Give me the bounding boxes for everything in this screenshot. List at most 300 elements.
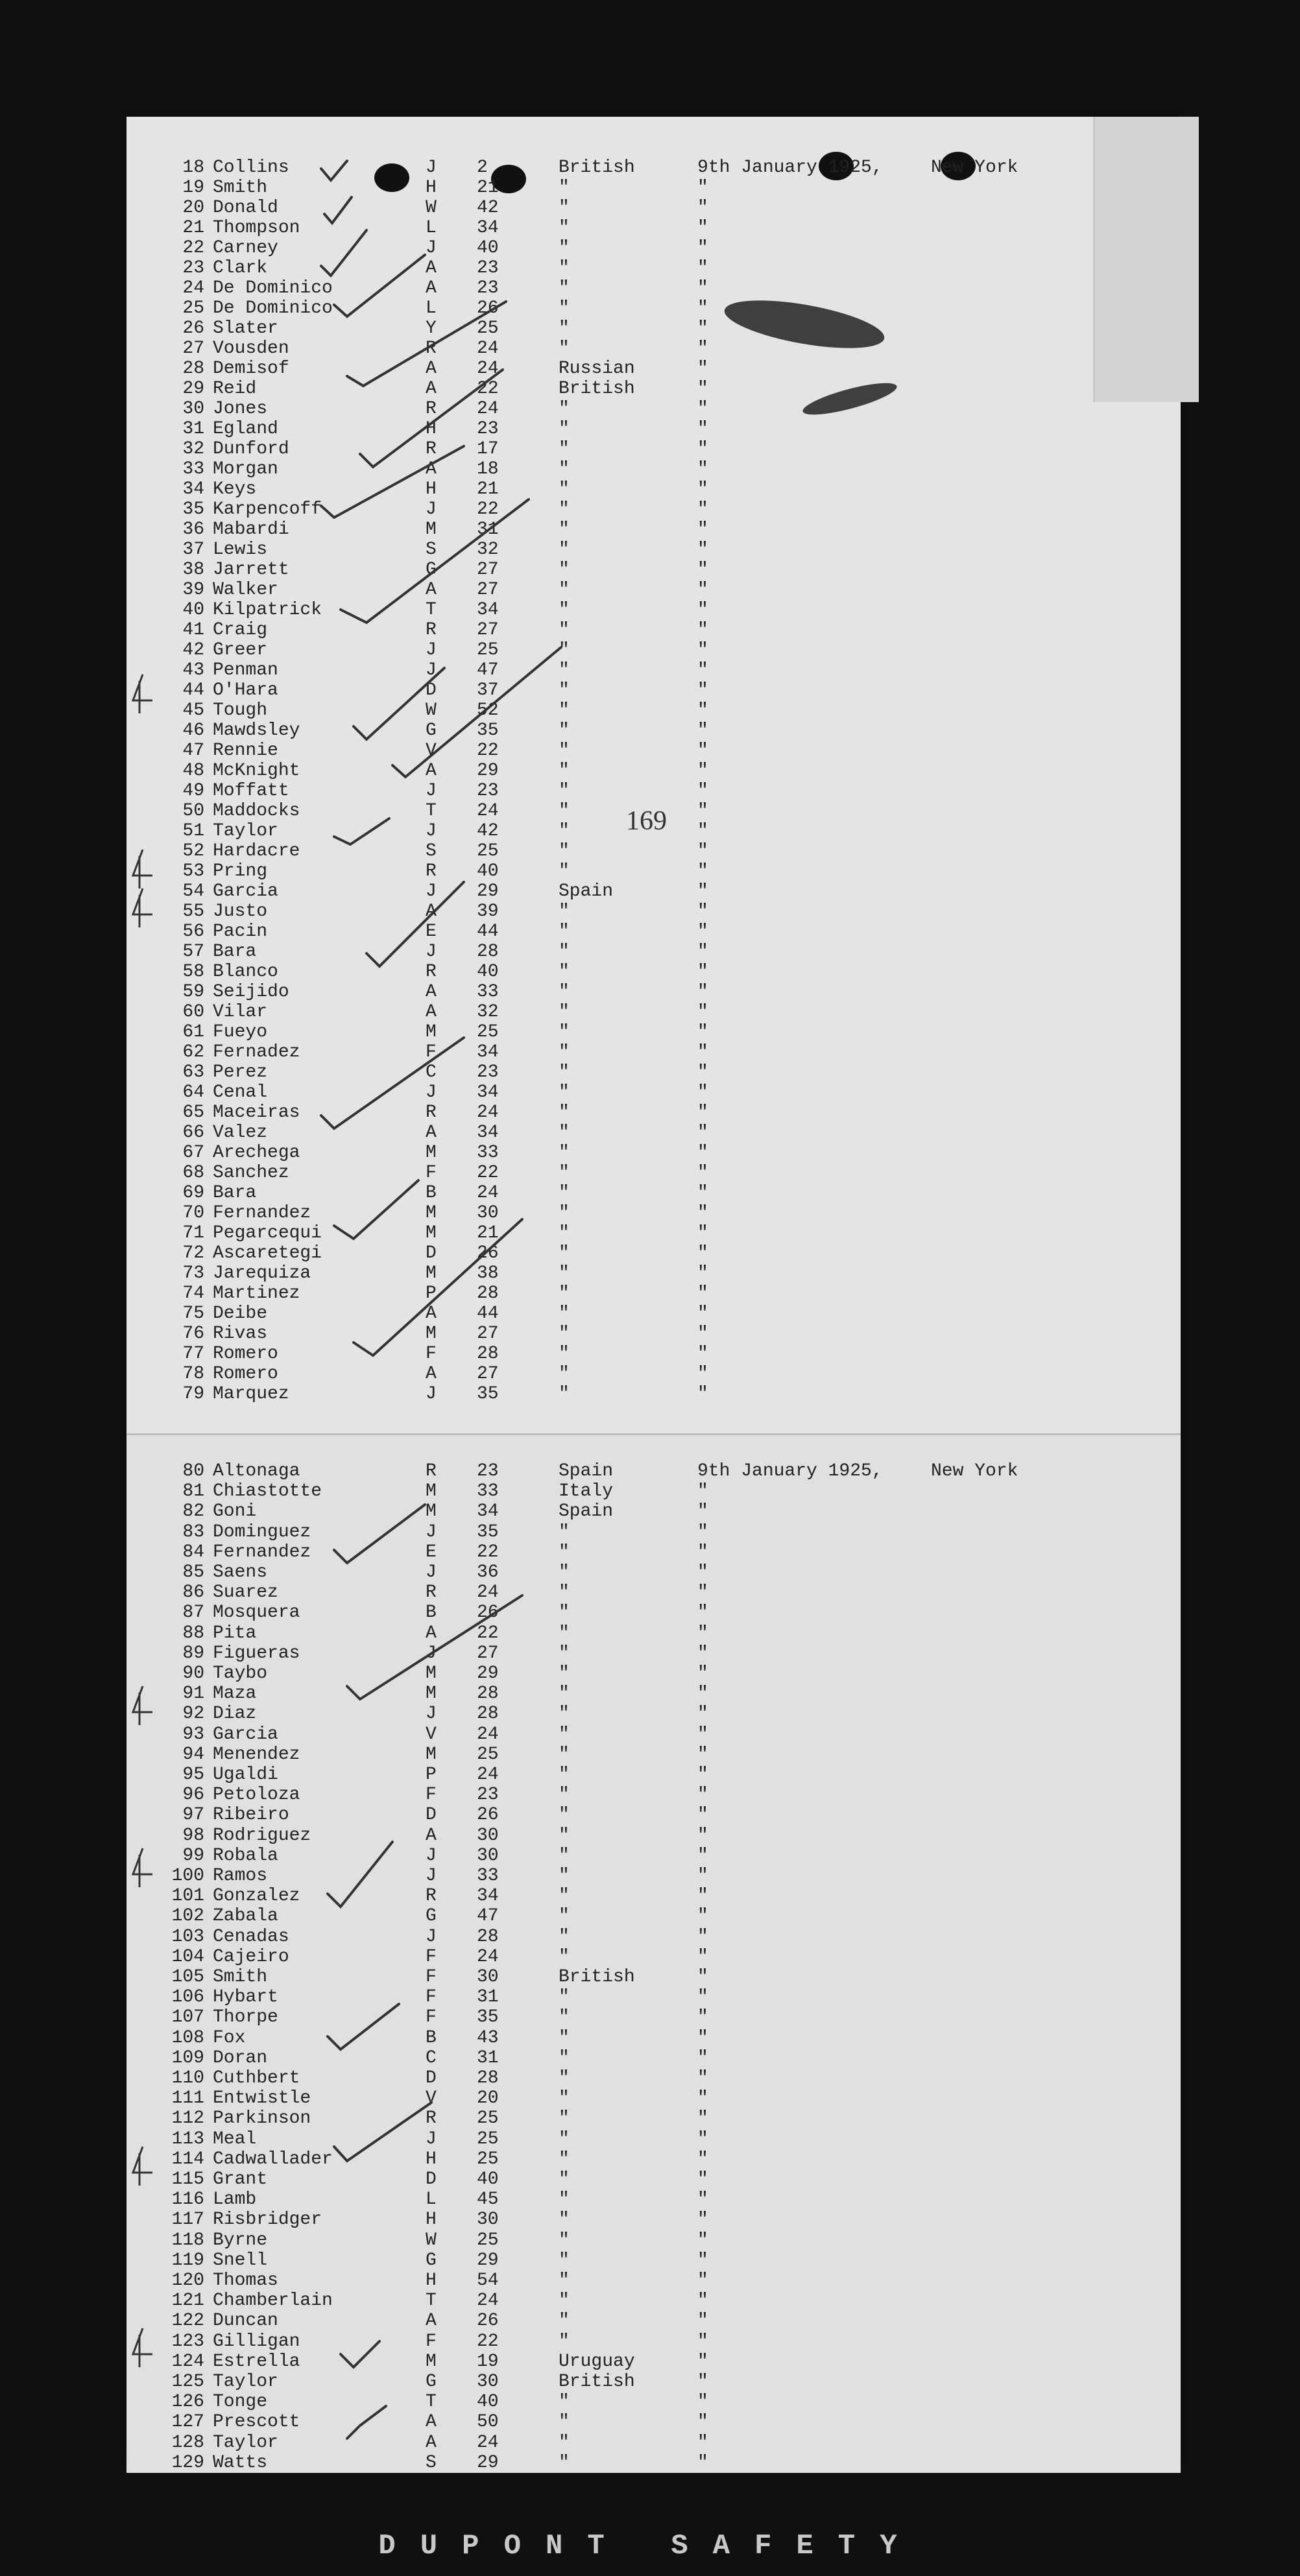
nationality: ": [559, 1562, 570, 1582]
film-edge-print: DUPONT SAFETY: [378, 2530, 922, 2562]
date: ": [697, 2169, 708, 2189]
age: 30: [477, 1845, 499, 1866]
row-number: 46: [182, 721, 204, 741]
nationality: ": [559, 660, 570, 680]
date: ": [697, 1062, 708, 1082]
nationality: ": [559, 278, 570, 298]
row-number: 101: [171, 1886, 204, 1907]
passenger-name: Taybo: [213, 1664, 268, 1684]
initial: J: [426, 881, 437, 901]
nationality: ": [559, 459, 570, 479]
age: 24: [477, 1103, 499, 1123]
nationality: ": [559, 2432, 570, 2453]
age: 29: [477, 1664, 499, 1684]
nationality: ": [559, 2169, 570, 2189]
date: ": [697, 982, 708, 1002]
date: ": [697, 2149, 708, 2169]
age: 21: [477, 479, 499, 499]
date: ": [697, 2271, 708, 2291]
row-number: 45: [182, 700, 204, 721]
tick-mark: [328, 2004, 399, 2049]
nationality: ": [559, 2311, 570, 2332]
passenger-name: Collins: [213, 158, 289, 178]
initial: A: [426, 2311, 437, 2332]
age: 24: [477, 801, 499, 821]
tick-mark: [321, 230, 367, 276]
passenger-name: Taylor: [213, 2372, 278, 2392]
date: ": [697, 1704, 708, 1724]
initial: J: [426, 1845, 437, 1866]
nationality: ": [559, 700, 570, 721]
age: 29: [477, 2250, 499, 2271]
date: ": [697, 379, 708, 399]
nationality: ": [559, 258, 570, 278]
nationality: ": [559, 1384, 570, 1404]
date: ": [697, 439, 708, 459]
nationality: ": [559, 1664, 570, 1684]
tick-mark: [354, 668, 444, 739]
passenger-name: Smith: [213, 178, 268, 198]
margin-mark-4: [133, 1848, 152, 1887]
tick-mark: [334, 1505, 425, 1563]
row-number: 66: [182, 1123, 204, 1143]
passenger-name: Dominguez: [213, 1521, 311, 1542]
date: ": [697, 1805, 708, 1826]
initial: R: [426, 339, 437, 359]
date: ": [697, 1324, 708, 1344]
row-number: 84: [182, 1542, 204, 1562]
passenger-name: Reid: [213, 379, 257, 399]
age: 24: [477, 1183, 499, 1203]
tick-mark: [347, 2406, 386, 2439]
initial: R: [426, 1103, 437, 1123]
row-number: 37: [182, 540, 204, 560]
age: 32: [477, 1002, 499, 1022]
passenger-name: Thompson: [213, 218, 300, 238]
passenger-name: De Dominico: [213, 298, 333, 318]
initial: L: [426, 298, 437, 318]
initial: B: [426, 2027, 437, 2048]
passenger-name: Vousden: [213, 339, 289, 359]
date: ": [697, 2432, 708, 2453]
date: ": [697, 2412, 708, 2433]
row-number: 62: [182, 1042, 204, 1062]
age: 34: [477, 1501, 499, 1522]
initial: A: [426, 982, 437, 1002]
passenger-name: Fernandez: [213, 1542, 311, 1562]
nationality: British: [559, 379, 635, 399]
nationality: ": [559, 298, 570, 318]
passenger-name: Bara: [213, 942, 257, 962]
passenger-name: Dunford: [213, 439, 289, 459]
initial: J: [426, 1926, 437, 1947]
date: ": [697, 459, 708, 479]
tick-mark: [334, 818, 389, 844]
row-number: 88: [182, 1623, 204, 1643]
nationality: ": [559, 1785, 570, 1806]
passenger-name: Fernandez: [213, 1203, 311, 1223]
passenger-name: Jones: [213, 399, 268, 419]
nationality: ": [559, 922, 570, 942]
nationality: ": [559, 580, 570, 600]
passenger-name: Arechega: [213, 1143, 300, 1163]
row-number: 54: [182, 881, 204, 901]
nationality: ": [559, 1223, 570, 1243]
nationality: ": [559, 2129, 570, 2149]
row-number: 108: [171, 2027, 204, 2048]
margin-mark-4: [133, 1686, 152, 1725]
passenger-name: Risbridger: [213, 2210, 322, 2230]
row-number: 115: [171, 2169, 204, 2189]
nationality: ": [559, 1623, 570, 1643]
date: ": [697, 2311, 708, 2332]
row-number: 90: [182, 1664, 204, 1684]
passenger-name: Valez: [213, 1123, 268, 1143]
margin-mark-4: [133, 2328, 152, 2367]
row-number: 55: [182, 901, 204, 922]
initial: T: [426, 2291, 437, 2311]
nationality: ": [559, 479, 570, 499]
age: 33: [477, 1481, 499, 1502]
initial: F: [426, 1785, 437, 1806]
row-number: 79: [182, 1384, 204, 1404]
age: 22: [477, 1542, 499, 1562]
passenger-name: Marquez: [213, 1384, 289, 1404]
date: ": [697, 1203, 708, 1223]
passenger-name: Jarrett: [213, 560, 289, 580]
initial: D: [426, 1243, 437, 1263]
initial: P: [426, 1283, 437, 1304]
nationality: ": [559, 821, 570, 841]
passenger-name: Pita: [213, 1623, 257, 1643]
tick-mark: [334, 255, 425, 316]
row-number: 75: [182, 1304, 204, 1324]
initial: R: [426, 1582, 437, 1603]
date: ": [697, 1623, 708, 1643]
nationality: ": [559, 1183, 570, 1203]
row-number: 49: [182, 781, 204, 801]
date: ": [697, 2392, 708, 2413]
date: ": [697, 761, 708, 781]
row-number: 114: [171, 2149, 204, 2169]
date: ": [697, 1542, 708, 1562]
date: ": [697, 721, 708, 741]
row-number: 48: [182, 761, 204, 781]
passenger-name: Garcia: [213, 881, 278, 901]
nationality: ": [559, 2230, 570, 2250]
row-number: 44: [182, 680, 204, 700]
passenger-name: Pring: [213, 861, 268, 881]
nationality: ": [559, 721, 570, 741]
passenger-name: De Dominico: [213, 278, 333, 298]
date: ": [697, 2068, 708, 2088]
date: ": [697, 1845, 708, 1866]
age: 28: [477, 1344, 499, 1364]
nationality: ": [559, 1542, 570, 1562]
nationality: ": [559, 1845, 570, 1866]
nationality: ": [559, 942, 570, 962]
date: ": [697, 620, 708, 640]
row-number: 29: [182, 379, 204, 399]
row-number: 32: [182, 439, 204, 459]
initial: A: [426, 2432, 437, 2453]
nationality: ": [559, 1744, 570, 1765]
date: ": [697, 680, 708, 700]
date: ": [697, 600, 708, 620]
age: 34: [477, 1042, 499, 1062]
age: 26: [477, 2311, 499, 2332]
nationality: ": [559, 1062, 570, 1082]
passenger-name: Snell: [213, 2250, 268, 2271]
passenger-name: Lewis: [213, 540, 268, 560]
nationality: ": [559, 640, 570, 660]
initial: A: [426, 580, 437, 600]
passenger-name: Smith: [213, 1967, 268, 1987]
date: ": [697, 540, 708, 560]
initial: A: [426, 1825, 437, 1846]
passenger-name: Tough: [213, 700, 268, 721]
passenger-name: Taylor: [213, 2432, 278, 2453]
date: ": [697, 2189, 708, 2210]
age: 25: [477, 640, 499, 660]
age: 35: [477, 2007, 499, 2028]
nationality: ": [559, 1521, 570, 1542]
passenger-name: Suarez: [213, 1582, 278, 1603]
initial: R: [426, 2108, 437, 2129]
initial: H: [426, 178, 437, 198]
passenger-name: Blanco: [213, 962, 278, 982]
date: ": [697, 1684, 708, 1704]
date: ": [697, 2230, 708, 2250]
initial: A: [426, 1364, 437, 1384]
initial: W: [426, 700, 437, 721]
passenger-name: Hardacre: [213, 841, 300, 861]
nationality: ": [559, 1103, 570, 1123]
row-number: 61: [182, 1022, 204, 1042]
age: 33: [477, 1143, 499, 1163]
passenger-name: Entwistle: [213, 2088, 311, 2109]
age: 34: [477, 1082, 499, 1103]
date: ": [697, 499, 708, 519]
passenger-name: Thomas: [213, 2271, 278, 2291]
date: ": [697, 1082, 708, 1103]
age: 24: [477, 1946, 499, 1967]
date: ": [697, 962, 708, 982]
row-number: 24: [182, 278, 204, 298]
passenger-name: Duncan: [213, 2311, 278, 2332]
date: ": [697, 1103, 708, 1123]
age: 23: [477, 1062, 499, 1082]
age: 40: [477, 2392, 499, 2413]
row-number: 64: [182, 1082, 204, 1103]
initial: A: [426, 359, 437, 379]
initial: R: [426, 1886, 437, 1907]
date: ": [697, 2210, 708, 2230]
date: ": [697, 1946, 708, 1967]
initial: R: [426, 962, 437, 982]
passenger-name: Gonzalez: [213, 1886, 300, 1907]
date: ": [697, 1521, 708, 1542]
row-number: 103: [171, 1926, 204, 1947]
passenger-name: Figueras: [213, 1643, 300, 1664]
passenger-name: Maddocks: [213, 801, 300, 821]
initial: L: [426, 2189, 437, 2210]
date: ": [697, 1724, 708, 1745]
passenger-name: Meal: [213, 2129, 257, 2149]
row-number: 72: [182, 1243, 204, 1263]
date: ": [697, 1143, 708, 1163]
tick-mark: [334, 1180, 418, 1239]
passenger-name: Greer: [213, 640, 268, 660]
date: ": [697, 359, 708, 379]
initial: M: [426, 1203, 437, 1223]
row-number: 97: [182, 1805, 204, 1826]
age: 28: [477, 1684, 499, 1704]
passenger-name: Egland: [213, 419, 278, 439]
passenger-name: Cadwallader: [213, 2149, 333, 2169]
date: ": [697, 2250, 708, 2271]
row-number: 110: [171, 2068, 204, 2088]
nationality: ": [559, 761, 570, 781]
initial: G: [426, 2250, 437, 2271]
date: ": [697, 258, 708, 278]
age: 28: [477, 942, 499, 962]
tick-mark: [360, 370, 503, 467]
row-number: 27: [182, 339, 204, 359]
date: ": [697, 2088, 708, 2109]
age: 44: [477, 1304, 499, 1324]
nationality: ": [559, 1022, 570, 1042]
nationality: Russian: [559, 359, 635, 379]
age: 31: [477, 519, 499, 540]
passenger-name: Taylor: [213, 821, 278, 841]
date: ": [697, 479, 708, 499]
date: ": [697, 1744, 708, 1765]
passenger-name: Cajeiro: [213, 1946, 289, 1967]
age: 40: [477, 2169, 499, 2189]
age: 24: [477, 339, 499, 359]
age: 2: [477, 158, 488, 178]
age: 33: [477, 1866, 499, 1886]
nationality: ": [559, 1163, 570, 1183]
nationality: ": [559, 1203, 570, 1223]
nationality: ": [559, 439, 570, 459]
passenger-name: Ramos: [213, 1866, 268, 1886]
initial: F: [426, 2331, 437, 2352]
date: ": [697, 1562, 708, 1582]
nationality: ": [559, 318, 570, 339]
nationality: ": [559, 962, 570, 982]
row-number: 28: [182, 359, 204, 379]
nationality: ": [559, 339, 570, 359]
passenger-name: Doran: [213, 2047, 268, 2068]
date: ": [697, 1042, 708, 1062]
initial: Y: [426, 318, 437, 339]
initial: A: [426, 258, 437, 278]
initial: G: [426, 721, 437, 741]
initial: C: [426, 1062, 437, 1082]
passenger-name: Romero: [213, 1344, 278, 1364]
row-number: 60: [182, 1002, 204, 1022]
passenger-name: Maceiras: [213, 1103, 300, 1123]
nationality: ": [559, 2047, 570, 2068]
age: 24: [477, 1724, 499, 1745]
passenger-name: Cenal: [213, 1082, 268, 1103]
age: 40: [477, 238, 499, 258]
row-number: 35: [182, 499, 204, 519]
age: 35: [477, 1521, 499, 1542]
row-number: 106: [171, 1987, 204, 2008]
age: 23: [477, 781, 499, 801]
passenger-name: Donald: [213, 198, 278, 218]
passenger-name: Byrne: [213, 2230, 268, 2250]
passenger-name: O'Hara: [213, 680, 278, 700]
age: 26: [477, 1603, 499, 1623]
age: 22: [477, 379, 499, 399]
passenger-name: Ascaretegi: [213, 1243, 322, 1263]
row-number: 105: [171, 1967, 204, 1987]
nationality: ": [559, 801, 570, 821]
row-number: 70: [182, 1203, 204, 1223]
age: 27: [477, 1643, 499, 1664]
nationality: ": [559, 841, 570, 861]
age: 21: [477, 1223, 499, 1243]
passenger-name: Penman: [213, 660, 278, 680]
nationality: ": [559, 519, 570, 540]
age: 27: [477, 560, 499, 580]
row-number: 112: [171, 2108, 204, 2129]
passenger-name: Grant: [213, 2169, 268, 2189]
initial: F: [426, 2007, 437, 2028]
age: 45: [477, 2189, 499, 2210]
passenger-name: Maza: [213, 1684, 257, 1704]
age: 38: [477, 1263, 499, 1283]
age: 25: [477, 318, 499, 339]
age: 35: [477, 721, 499, 741]
nationality: ": [559, 2088, 570, 2109]
row-number: 36: [182, 519, 204, 540]
age: 27: [477, 1364, 499, 1384]
passenger-name: Ribeiro: [213, 1805, 289, 1826]
nationality: ": [559, 1704, 570, 1724]
passenger-name: Mosquera: [213, 1603, 300, 1623]
nationality: ": [559, 2149, 570, 2169]
tick-mark: [347, 302, 506, 386]
row-number: 91: [182, 1684, 204, 1704]
date: ": [697, 1987, 708, 2008]
age: 43: [477, 2027, 499, 2048]
initial: V: [426, 1724, 437, 1745]
date: ": [697, 1304, 708, 1324]
row-number: 53: [182, 861, 204, 881]
nationality: ": [559, 861, 570, 881]
passenger-name: Diaz: [213, 1704, 257, 1724]
date: ": [697, 399, 708, 419]
age: 22: [477, 1623, 499, 1643]
date: ": [697, 1344, 708, 1364]
age: 28: [477, 2068, 499, 2088]
nationality: ": [559, 540, 570, 560]
passenger-name: Goni: [213, 1501, 257, 1522]
nationality: ": [559, 741, 570, 761]
nationality: ": [559, 1805, 570, 1826]
date: ": [697, 1223, 708, 1243]
age: 40: [477, 861, 499, 881]
nationality: ": [559, 2068, 570, 2088]
nationality: ": [559, 399, 570, 419]
tick-mark: [392, 647, 561, 777]
row-number: 93: [182, 1724, 204, 1745]
